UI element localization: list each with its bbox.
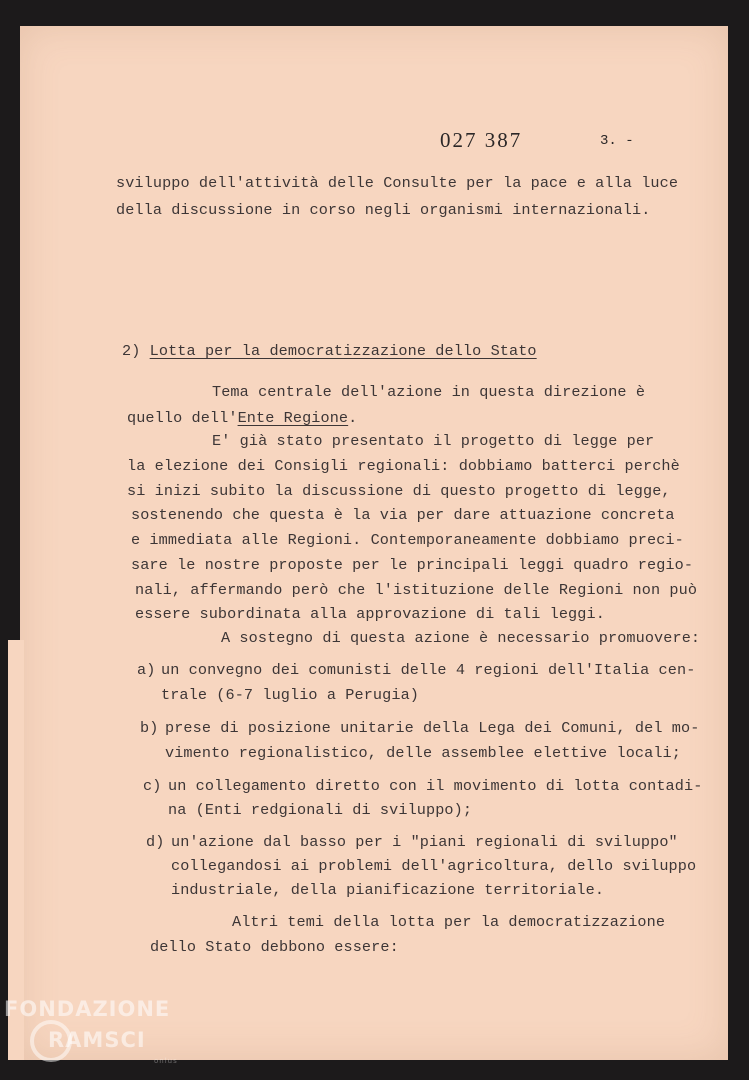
- body-line: sviluppo dell'attività delle Consulte per la pace e alla luce: [116, 174, 679, 192]
- paragraph-line: nali, affermando però che l'istituzione delle Regioni non può: [135, 581, 698, 599]
- underlined-term: Ente Regione: [237, 409, 349, 427]
- paragraph-line: si inizi subito la discussione di questo progetto di legge,: [127, 482, 671, 500]
- list-item-line: un'azione dal basso per i "piani regionali di sviluppo": [171, 833, 678, 851]
- list-marker: b): [140, 719, 159, 737]
- list-item-line: trale (6-7 luglio a Perugia): [161, 686, 419, 704]
- watermark-line: FONDAZIONE: [4, 997, 171, 1021]
- page-number: 3. -: [600, 133, 634, 149]
- paragraph-line: A sostegno di questa azione è necessario promuovere:: [221, 629, 701, 647]
- paragraph-line: e immediata alle Regioni. Contemporaneamente dobbiamo preci-: [131, 531, 684, 549]
- list-marker: a): [137, 661, 156, 679]
- paragraph-line: la elezione dei Consigli regionali: dobbiamo batterci perchè: [127, 457, 680, 475]
- paragraph-line: E' già stato presentato il progetto di legge per: [212, 432, 655, 450]
- paragraph-line: Tema centrale dell'azione in questa direzione è: [212, 383, 646, 401]
- watermark-line: RAMSCI: [48, 1028, 146, 1052]
- list-item-line: industriale, della pianificazione territoriale.: [171, 881, 605, 899]
- paragraph-line: sare le nostre proposte per le principali leggi quadro regio-: [131, 556, 694, 574]
- paragraph-line: dello Stato debbono essere:: [150, 938, 399, 956]
- document-number: 027 387: [440, 128, 523, 152]
- list-item-line: collegandosi ai problemi dell'agricoltura, dello sviluppo: [171, 857, 697, 875]
- fondazione-gramsci-watermark: [4, 997, 178, 1065]
- list-item-line: un convegno dei comunisti delle 4 regioni dell'Italia cen-: [161, 661, 696, 679]
- list-item-line: vimento regionalistico, delle assemblee elettive locali;: [165, 744, 681, 762]
- watermark-small: onlus: [154, 1057, 178, 1065]
- text-fragment: quello dell': [127, 409, 238, 427]
- paragraph-line: Altri temi della lotta per la democratizzazione: [232, 913, 666, 931]
- section-heading: [122, 342, 537, 360]
- list-item-line: prese di posizione unitarie della Lega dei Comuni, del mo-: [165, 719, 700, 737]
- section-number: 2): [122, 342, 141, 360]
- list-item-line: un collegamento diretto con il movimento di lotta contadi-: [168, 777, 703, 795]
- paragraph-line: sostenendo che questa è la via per dare attuazione concreta: [131, 506, 675, 524]
- paragraph-line: essere subordinata alla approvazione di tali leggi.: [135, 605, 605, 623]
- list-item-line: na (Enti redgionali di sviluppo);: [168, 801, 473, 819]
- list-marker: c): [143, 777, 162, 795]
- paragraph-line: [127, 409, 357, 427]
- section-title: Lotta per la democratizzazione dello Stato: [149, 342, 537, 360]
- text-fragment: .: [348, 409, 358, 427]
- body-line: della discussione in corso negli organismi internazionali.: [116, 201, 651, 219]
- list-marker: d): [146, 833, 165, 851]
